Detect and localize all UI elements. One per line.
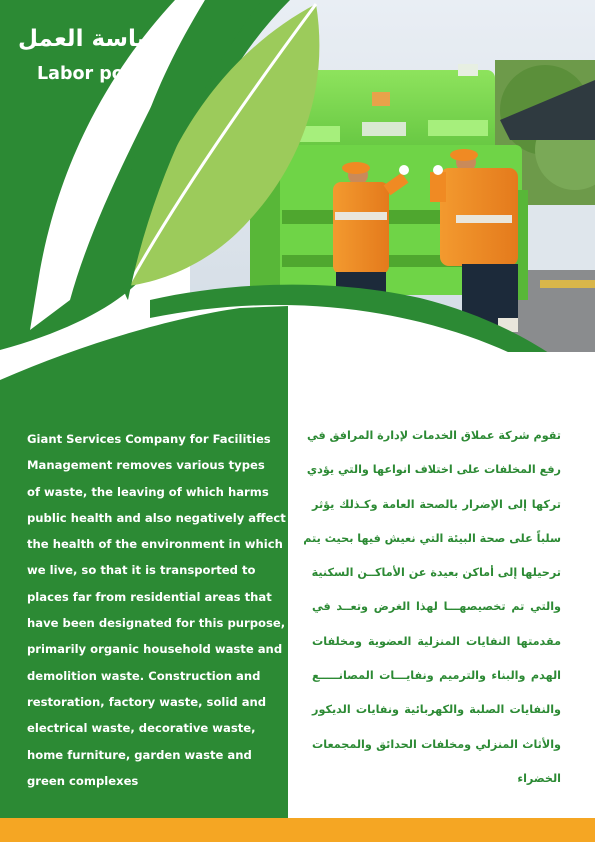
- body-line-ar: رفع المخلفات على اختلاف انواعها والتي يؤدي: [306, 463, 561, 477]
- body-text-english: [27, 426, 286, 794]
- body-line: primarily organic household waste and: [27, 642, 283, 657]
- body-line: home furniture, garden waste and: [27, 747, 252, 762]
- body-line-ar: تركها إلى الإضرار بالصحة العامة وكـذلك يؤثر: [312, 497, 561, 511]
- body-line: Giant Services Company for Facilities: [27, 432, 271, 446]
- body-line-ar: سلباً على صحة البيئة التي نعيش فيها بحيث يتم: [303, 531, 561, 545]
- body-line-ar: والتي تم تخصيصهـــا لهذا الغرض وتعــد في: [312, 600, 561, 614]
- body-line: places far from residential areas that: [27, 589, 272, 604]
- body-line: restoration, factory waste, solid and: [27, 694, 267, 709]
- body-line-ar: مقدمتها النفايات المنزلية العضوية ومخلفات: [312, 634, 561, 648]
- page-title-arabic: سياسة العمل: [18, 26, 169, 52]
- body-text-arabic: [303, 423, 561, 800]
- body-line-ar: ترحيلها إلى أماكن بعيدة عن الأماكــن السكنية: [311, 566, 561, 580]
- body-line: have been designated for this purpose,: [27, 616, 286, 631]
- body-line: public health and also negatively affect: [27, 510, 286, 525]
- body-line-ar: والنفايات الصلبة والكهربائية ونفايات الديكور: [312, 703, 561, 717]
- body-line: the health of the environment in which: [27, 537, 283, 552]
- body-line: electrical waste, decorative waste,: [27, 721, 256, 736]
- footer-band: [0, 818, 595, 842]
- body-line: we live, so that it is transported to: [27, 563, 256, 578]
- body-line: green complexes: [27, 773, 139, 788]
- body-line-ar: الهدم والبناء والترميم ونفايـــات المصانـــــع: [312, 669, 561, 683]
- body-line: demolition waste. Construction and: [27, 668, 261, 683]
- body-line-ar: والأثاث المنزلي ومخلفات الحدائق والمجمعات: [312, 737, 561, 751]
- body-line: Management removes various types: [27, 458, 265, 473]
- body-line: of waste, the leaving of which harms: [27, 484, 269, 499]
- page-title-english: Labor policy: [37, 64, 158, 84]
- body-line-ar: الخضراء: [517, 771, 561, 785]
- body-line-ar: تقوم شركة عملاق الخدمات لإدارة المرافق في: [307, 429, 561, 442]
